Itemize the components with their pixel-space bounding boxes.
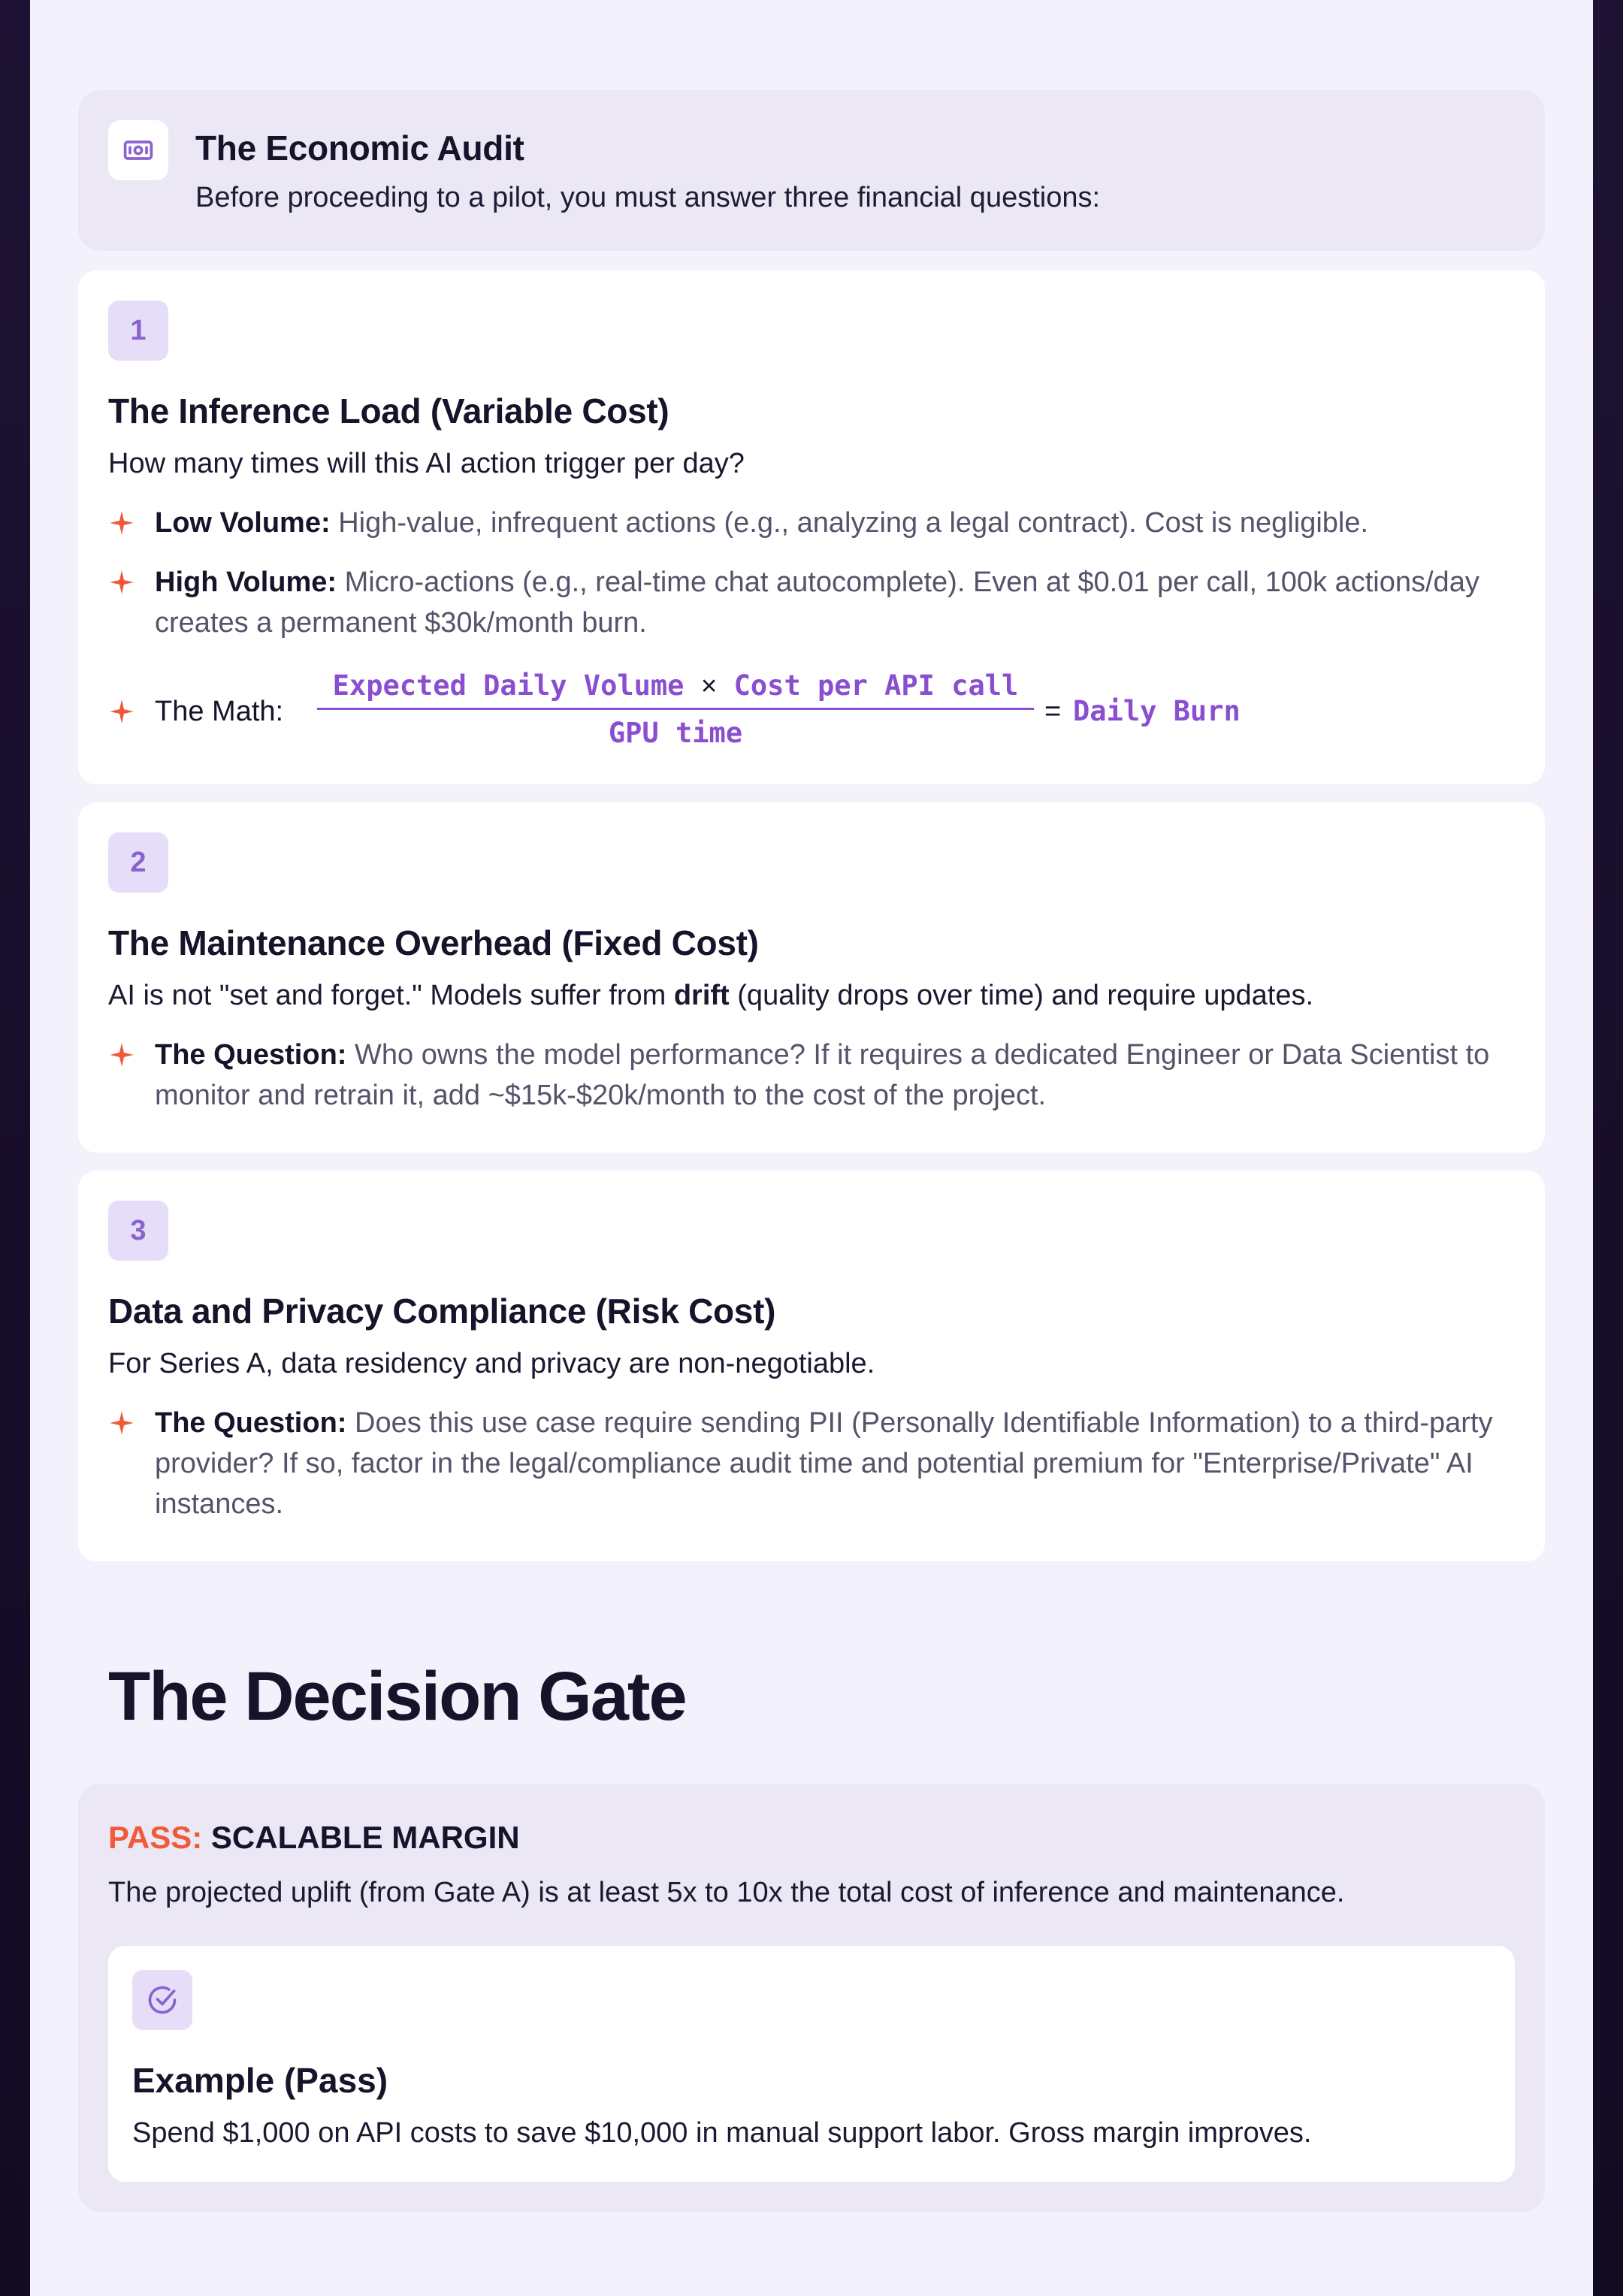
card-title: Data and Privacy Compliance (Risk Cost): [108, 1292, 776, 1331]
description-text: AI is not "set and forget." Models suffer from: [108, 980, 674, 1011]
card-description: For Series A, data residency and privacy are non-negotiable.: [108, 1348, 875, 1379]
gate-title: [108, 1820, 520, 1856]
money-bill-icon: [108, 120, 168, 180]
step-number-badge: 1: [108, 301, 168, 361]
description-emphasis: drift: [673, 980, 730, 1011]
decision-gate-heading: The Decision Gate: [108, 1658, 686, 1735]
page: [30, 0, 1593, 2296]
bullet-text: Micro-actions (e.g., real-time chat autocomplete). Even at $0.01 per call, 100k actions/day creates a permanent $30k/month burn.: [155, 566, 1479, 639]
sparkle-icon: [108, 503, 143, 543]
formula-denominator: GPU time: [608, 717, 743, 749]
gate-description: The projected uplift (from Gate A) is at least 5x to 10x the total cost of inference and maintenance.: [108, 1877, 1345, 1908]
bullet-text: Who owns the model performance? If it requires a dedicated Engineer or Data Scientist to monitor and retrain it, add ~$15k-$20k/month to the cost of the project.: [155, 1039, 1490, 1111]
question-card-maintenance: [78, 802, 1545, 1153]
check-circle-icon: [132, 1970, 192, 2030]
card-title: The Maintenance Overhead (Fixed Cost): [108, 923, 759, 962]
card-title: The Inference Load (Variable Cost): [108, 391, 669, 430]
sparkle-icon: [108, 562, 143, 603]
bullet-text: Does this use case require sending PII (Personally Identifiable Information) to a third-party provider? If so, factor in the legal/compliance audit time and potential premium for "Enterprise/Private" AI instances.: [155, 1407, 1493, 1520]
economic-audit-header: [78, 90, 1545, 251]
card-description: [108, 980, 1313, 1012]
bullet-the-math: [108, 669, 1521, 749]
question-card-privacy: [78, 1171, 1545, 1561]
bullet-label: Low Volume:: [155, 507, 331, 539]
step-number-badge: 3: [108, 1201, 168, 1261]
times-sign: ×: [700, 670, 718, 701]
formula-term-volume: Expected Daily Volume: [332, 669, 685, 702]
sparkle-icon: [108, 691, 143, 732]
decision-gate-card: [78, 1784, 1545, 2212]
section-title: The Economic Audit: [195, 128, 524, 168]
bullet-label: High Volume:: [155, 566, 337, 598]
formula-term-cost: Cost per API call: [733, 669, 1019, 702]
fraction-bar: [317, 708, 1034, 710]
step-number-badge: 2: [108, 832, 168, 893]
math-label: The Math:: [155, 696, 284, 727]
bullet-text: High-value, infrequent actions (e.g., analyzing a legal contract). Cost is negligible.: [338, 507, 1369, 539]
question-card-inference: [78, 270, 1545, 784]
sparkle-icon: [108, 1403, 143, 1443]
bullet-label: The Question:: [155, 1407, 347, 1439]
pass-label: PASS:: [108, 1820, 203, 1855]
sparkle-icon: [108, 1035, 143, 1075]
bullet-label: The Question:: [155, 1039, 347, 1071]
formula-fraction: [317, 667, 1034, 751]
example-card: [108, 1946, 1515, 2182]
gate-title-text: SCALABLE MARGIN: [210, 1820, 520, 1855]
description-text: (quality drops over time) and require updates.: [729, 980, 1314, 1011]
example-text: Spend $1,000 on API costs to save $10,000 in manual support labor. Gross margin improves.: [132, 2117, 1312, 2149]
card-description: How many times will this AI action trigger per day?: [108, 448, 745, 479]
formula-result: Daily Burn: [1073, 695, 1241, 727]
equals-sign: =: [1044, 696, 1062, 727]
formula-numerator: [317, 667, 1034, 705]
section-subtitle: Before proceeding to a pilot, you must answer three financial questions:: [195, 182, 1101, 213]
example-title: Example (Pass): [132, 2061, 388, 2100]
